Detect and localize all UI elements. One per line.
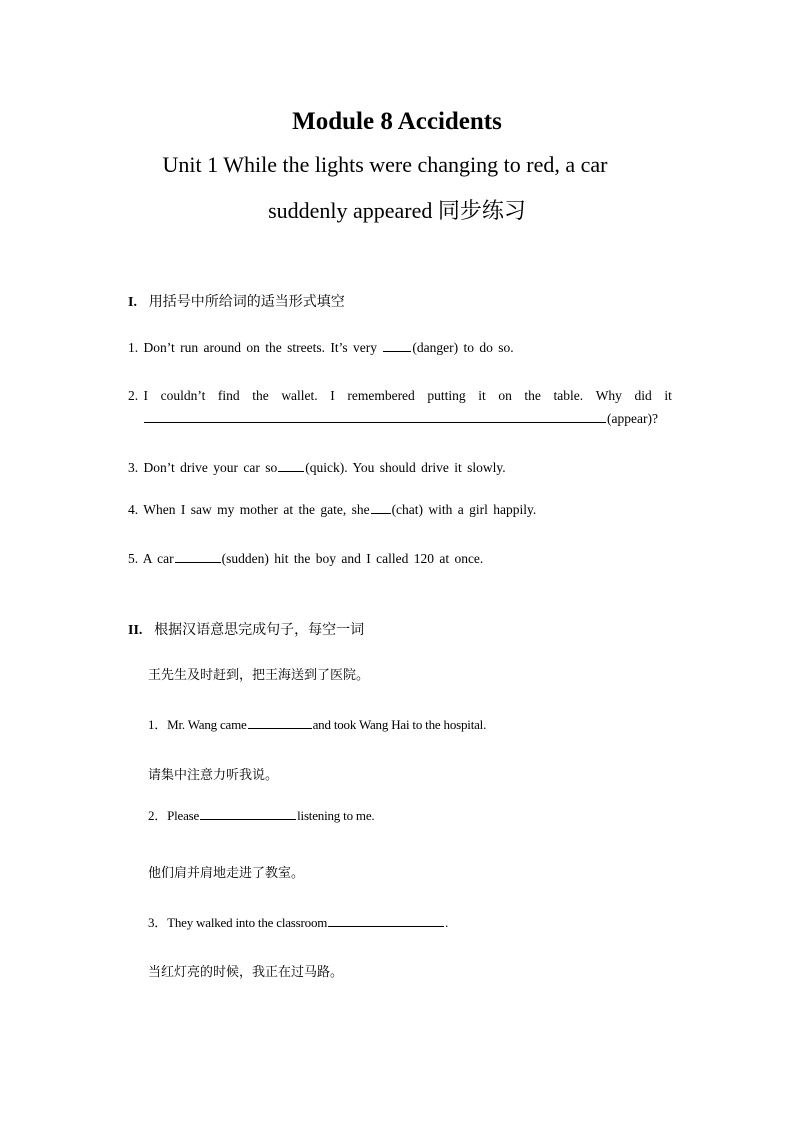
- q1-before: 1. Don’t run around on the streets. It’s very: [128, 340, 377, 355]
- section-2-heading: [128, 619, 364, 639]
- q2-word: the: [524, 388, 541, 403]
- q5-before: 5. A car: [128, 551, 174, 566]
- q4-after: (chat) with a girl happily.: [391, 502, 537, 517]
- q4-before: 4. When I saw my mother at the gate, she: [128, 502, 370, 517]
- item-2-blank[interactable]: [200, 806, 296, 820]
- item-2-english: [148, 805, 374, 824]
- q2-word: it: [664, 388, 672, 403]
- q5-after: (sudden) hit the boy and I called 120 at once.: [221, 551, 484, 566]
- q2-word: the: [252, 388, 269, 403]
- q2-word-row: [128, 388, 672, 404]
- item-3-english: [148, 912, 448, 931]
- page-title: Module 8 Accidents: [292, 108, 502, 135]
- q3-after: (quick). You should drive it slowly.: [305, 460, 506, 475]
- item-3-before: 3．They walked into the classroom: [148, 915, 328, 930]
- q2-word: did: [634, 388, 652, 403]
- question-5: [128, 549, 483, 567]
- section-2-title: 根据汉语意思完成句子，每空一词: [154, 622, 365, 638]
- section-2-number: II.: [128, 623, 143, 638]
- item-2-chinese: 请集中注意力听我说。: [148, 768, 279, 783]
- item-4-chinese: 当红灯亮的时候，我正在过马路。: [148, 965, 344, 980]
- subtitle-line-2: suddenly appeared 同步练习: [268, 198, 526, 223]
- section-1-title: 用括号中所给词的适当形式填空: [148, 294, 345, 310]
- question-3: [128, 458, 506, 476]
- q2-after: (appear)?: [607, 411, 658, 426]
- q2-blank[interactable]: [144, 409, 606, 423]
- item-1-chinese: 王先生及时赶到，把王海送到了医院。: [148, 668, 370, 683]
- item-1-after: and took Wang Hai to the hospital.: [312, 717, 487, 732]
- item-3-after: .: [445, 915, 449, 930]
- subtitle-line-1: Unit 1 While the lights were changing to red, a car: [162, 152, 608, 177]
- q2-word: Why: [595, 388, 622, 403]
- q2-word: on: [498, 388, 512, 403]
- item-2-before: 2．Please: [148, 808, 200, 823]
- section-1-number: I.: [128, 295, 137, 310]
- item-1-blank[interactable]: [248, 715, 312, 729]
- q2-word: remembered: [347, 388, 415, 403]
- item-3-chinese: 他们肩并肩地走进了教室。: [148, 866, 305, 881]
- q2-word: find: [217, 388, 240, 403]
- q1-after: (danger) to do so.: [412, 340, 514, 355]
- item-3-blank[interactable]: [328, 913, 444, 927]
- q5-blank[interactable]: [175, 549, 221, 563]
- question-1: [128, 338, 514, 356]
- item-2-after: listening to me.: [297, 808, 375, 823]
- q4-blank[interactable]: [371, 500, 391, 514]
- q2-word: table.: [553, 388, 584, 403]
- q2-word: I: [330, 388, 335, 403]
- q3-before: 3. Don’t drive your car so: [128, 460, 278, 475]
- question-2-line-1: [128, 388, 672, 404]
- q1-blank[interactable]: [383, 338, 411, 352]
- question-4: [128, 500, 536, 518]
- q3-blank[interactable]: [278, 458, 304, 472]
- q2-word: it: [478, 388, 486, 403]
- item-1-english: [148, 714, 486, 733]
- item-1-before: 1．Mr. Wang came: [148, 717, 247, 732]
- section-1-heading: [128, 291, 345, 311]
- q2-word: couldn’t: [160, 388, 206, 403]
- q2-word: wallet.: [281, 388, 318, 403]
- q2-word: 2. I: [128, 388, 148, 403]
- q2-word: putting: [427, 388, 466, 403]
- question-2-line-2: [143, 409, 672, 427]
